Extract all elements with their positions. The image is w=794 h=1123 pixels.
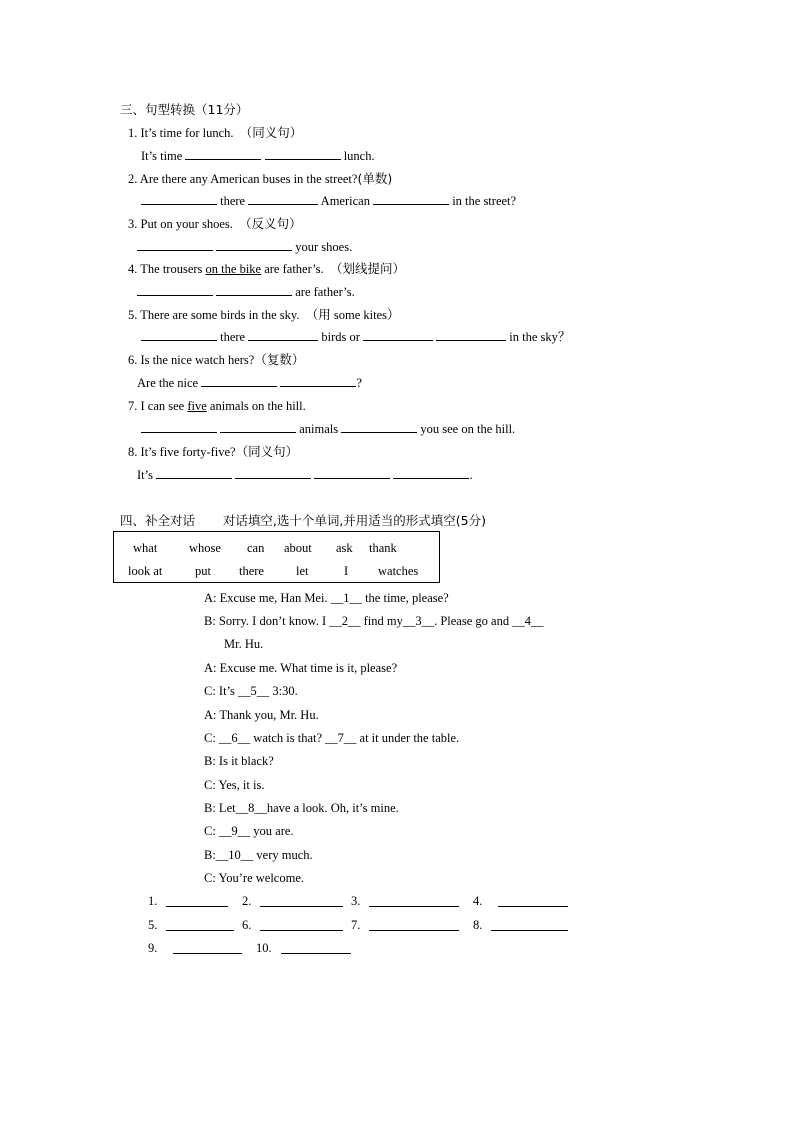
dialogue-line: C: __9__ you are. bbox=[204, 824, 294, 838]
answer-line-5 bbox=[141, 329, 570, 345]
q5-prompt: 5. There are some birds in the sky. bbox=[128, 308, 300, 322]
blank[interactable] bbox=[341, 421, 417, 433]
answer-number: 6. bbox=[242, 918, 252, 932]
dialogue-line: A: Thank you, Mr. Hu. bbox=[204, 708, 319, 722]
blank[interactable] bbox=[363, 329, 433, 341]
question-4 bbox=[128, 261, 405, 277]
answer-number: 2. bbox=[242, 894, 252, 908]
section4-heading bbox=[120, 513, 486, 529]
question-8 bbox=[128, 444, 298, 460]
q5-note-a: （用 bbox=[305, 307, 331, 322]
dialogue-line: C: __6__ watch is that? __7__ at it under the table. bbox=[204, 731, 460, 745]
answer-blank[interactable] bbox=[281, 942, 351, 954]
blank[interactable] bbox=[185, 148, 261, 160]
q6-w2: ? bbox=[356, 376, 362, 390]
q1-answer-start: It’s time bbox=[141, 149, 183, 163]
dialogue-line: C: It’s __5__ 3:30. bbox=[204, 684, 298, 698]
question-6 bbox=[128, 352, 304, 368]
word-bank-item: I bbox=[344, 564, 349, 578]
word-bank-item: thank bbox=[369, 541, 397, 555]
dialogue-line: C: You’re welcome. bbox=[204, 871, 304, 885]
q8-w1: It’s bbox=[137, 468, 153, 482]
answer-blank[interactable] bbox=[498, 895, 568, 907]
q2-prompt: 2. Are there any American buses in the street? bbox=[128, 172, 358, 186]
q7-w2: you see on the hill. bbox=[420, 422, 516, 436]
dialogue-line: A: Excuse me, Han Mei. __1__ the time, please? bbox=[204, 591, 449, 605]
dialogue-line: B:__10__ very much. bbox=[204, 848, 313, 862]
answer-line-1 bbox=[141, 148, 375, 164]
q4-w1: are father’s. bbox=[295, 285, 355, 299]
blank[interactable] bbox=[137, 284, 213, 296]
q6-prompt: 6. Is the nice watch hers? bbox=[128, 353, 255, 367]
word-bank-item: look at bbox=[128, 564, 163, 578]
q5-w2: birds or bbox=[321, 330, 360, 344]
word-bank-item: there bbox=[239, 564, 264, 578]
answer-number: 9. bbox=[148, 941, 158, 955]
q2-w3: in the street? bbox=[452, 194, 517, 208]
blank[interactable] bbox=[436, 329, 506, 341]
answer-number: 5. bbox=[148, 918, 158, 932]
section4-title: 四、补全对话 bbox=[120, 513, 196, 528]
dialogue-line: Mr. Hu. bbox=[224, 637, 264, 651]
blank[interactable] bbox=[216, 284, 292, 296]
word-bank-item: whose bbox=[189, 541, 221, 555]
question-2 bbox=[128, 171, 392, 187]
answer-blank[interactable] bbox=[173, 942, 242, 954]
blank[interactable] bbox=[265, 148, 341, 160]
blank[interactable] bbox=[220, 421, 296, 433]
word-bank-item: watches bbox=[378, 564, 419, 578]
word-bank-item: can bbox=[247, 541, 265, 555]
q8-prompt: 8. It’s five forty-five? bbox=[128, 445, 236, 459]
answer-line-7 bbox=[141, 421, 515, 437]
blank[interactable] bbox=[393, 467, 469, 479]
answer-blank[interactable] bbox=[369, 919, 459, 931]
answer-blank[interactable] bbox=[166, 919, 234, 931]
q8-w2: . bbox=[469, 468, 473, 482]
word-bank-item: ask bbox=[336, 541, 353, 555]
q5-w3: in the sky？ bbox=[509, 330, 571, 344]
answer-blank[interactable] bbox=[260, 919, 343, 931]
dialogue-line: C: Yes, it is. bbox=[204, 778, 265, 792]
answer-line-8 bbox=[137, 467, 473, 483]
answer-number: 7. bbox=[351, 918, 361, 932]
blank[interactable] bbox=[373, 193, 449, 205]
q1-prompt: 1. It’s time for lunch. bbox=[128, 126, 234, 140]
question-5 bbox=[128, 307, 400, 323]
q8-note: （同义句） bbox=[235, 444, 299, 459]
q7-prompt-a: 7. I can see bbox=[128, 399, 188, 413]
q7-prompt-b: animals on the hill. bbox=[206, 399, 306, 413]
answer-line-2 bbox=[141, 193, 516, 209]
blank[interactable] bbox=[156, 467, 232, 479]
q4-note: （划线提问） bbox=[329, 261, 405, 276]
q1-note: （同义句） bbox=[239, 125, 303, 140]
word-bank-item: what bbox=[133, 541, 158, 555]
q6-w1: Are the nice bbox=[137, 376, 199, 390]
word-bank-item: put bbox=[195, 564, 211, 578]
blank[interactable] bbox=[201, 375, 277, 387]
answer-blank[interactable] bbox=[369, 895, 459, 907]
question-7 bbox=[128, 398, 306, 414]
word-bank-item: about bbox=[284, 541, 312, 555]
dialogue-line: B: Sorry. I don’t know. I __2__ find my__3__. Please go and __4__ bbox=[204, 614, 544, 628]
blank[interactable] bbox=[235, 467, 311, 479]
blank[interactable] bbox=[280, 375, 356, 387]
q7-w1: animals bbox=[299, 422, 339, 436]
blank[interactable] bbox=[314, 467, 390, 479]
answer-blank[interactable] bbox=[491, 919, 568, 931]
blank[interactable] bbox=[248, 329, 318, 341]
q1-answer-end: lunch. bbox=[343, 149, 375, 163]
section4-instruction: 对话填空,选十个单词,并用适当的形式填空(5分) bbox=[222, 513, 486, 528]
q2-w2: American bbox=[320, 194, 370, 208]
section3-title: 三、句型转换（11分） bbox=[120, 102, 249, 117]
q4-prompt-b: are father’s. bbox=[261, 262, 324, 276]
q3-prompt: 3. Put on your shoes. bbox=[128, 217, 233, 231]
dialogue-line: B: Is it black? bbox=[204, 754, 274, 768]
blank[interactable] bbox=[141, 329, 217, 341]
q5-note-b: some kites） bbox=[330, 308, 400, 322]
q4-underlined: on the bike bbox=[205, 262, 262, 276]
answer-number: 3. bbox=[351, 894, 361, 908]
answer-number: 8. bbox=[473, 918, 483, 932]
blank[interactable] bbox=[141, 193, 217, 205]
dialogue-line: B: Let__8__have a look. Oh, it’s mine. bbox=[204, 801, 399, 815]
q5-w1: there bbox=[220, 330, 246, 344]
word-bank bbox=[113, 531, 440, 583]
q2-w1: there bbox=[220, 194, 246, 208]
answer-blank[interactable] bbox=[166, 895, 228, 907]
answer-blank[interactable] bbox=[260, 895, 343, 907]
answer-line-4 bbox=[137, 284, 355, 300]
answer-number: 10. bbox=[256, 941, 272, 955]
answer-line-6 bbox=[137, 375, 362, 391]
q3-note: （反义句） bbox=[239, 216, 302, 231]
answer-number: 4. bbox=[473, 894, 483, 908]
blank[interactable] bbox=[137, 239, 213, 251]
q6-note: （复数） bbox=[254, 352, 305, 367]
answer-line-3 bbox=[137, 239, 352, 255]
answer-number: 1. bbox=[148, 894, 158, 908]
q4-prompt-a: 4. The trousers bbox=[128, 262, 206, 276]
q3-w1: your shoes. bbox=[295, 240, 353, 254]
dialogue-line: A: Excuse me. What time is it, please? bbox=[204, 661, 398, 675]
question-3 bbox=[128, 216, 302, 232]
q7-underlined: five bbox=[187, 399, 207, 413]
word-bank-item: let bbox=[296, 564, 309, 578]
blank[interactable] bbox=[141, 421, 217, 433]
blank[interactable] bbox=[248, 193, 318, 205]
blank[interactable] bbox=[216, 239, 292, 251]
question-1 bbox=[128, 125, 302, 141]
q2-note: (单数) bbox=[357, 171, 393, 186]
